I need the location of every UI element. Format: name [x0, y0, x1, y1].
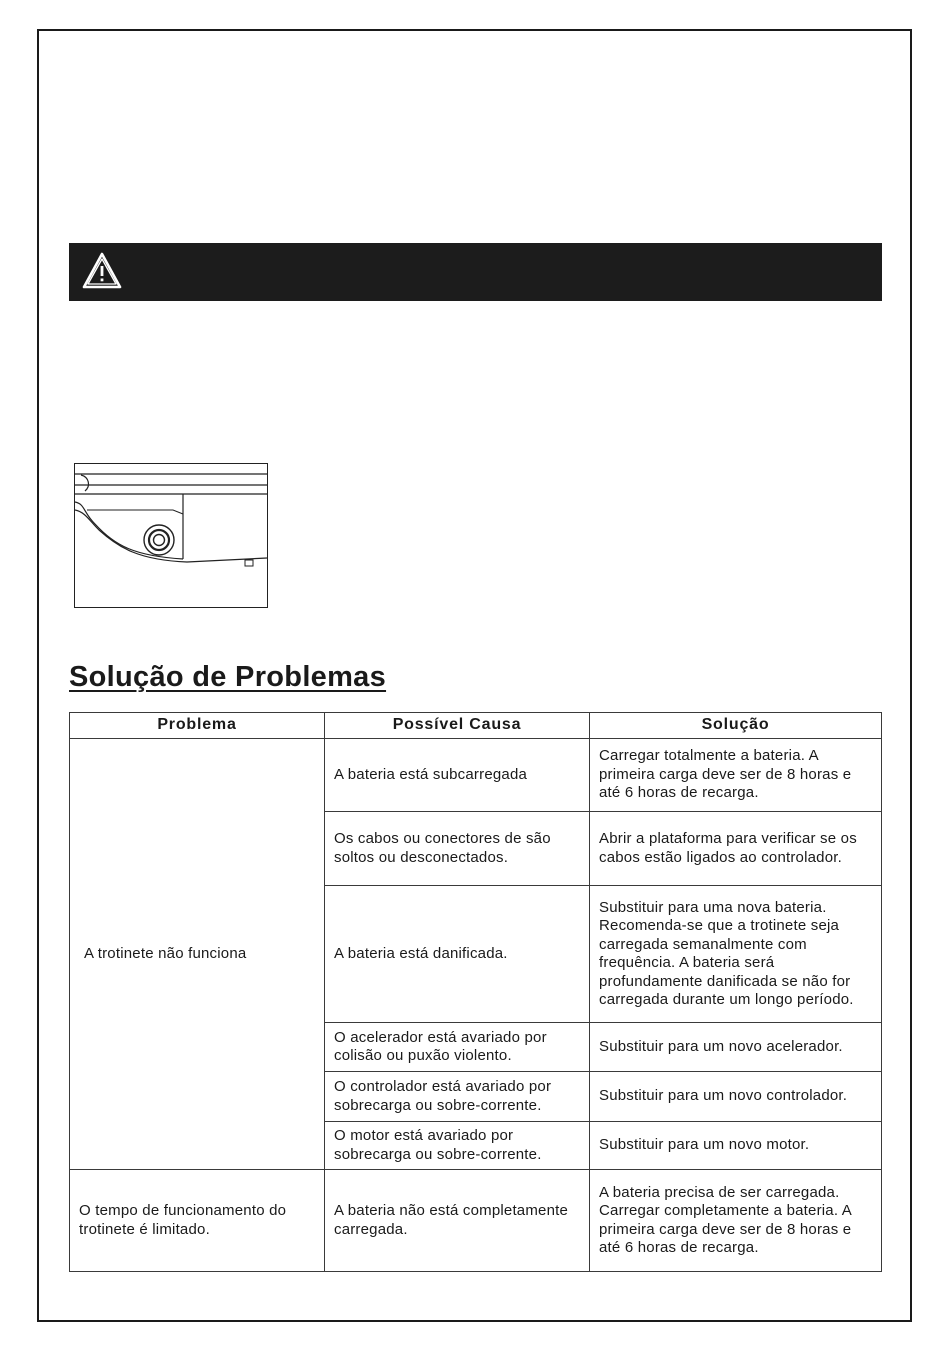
table-row	[70, 1170, 882, 1272]
cause-cell: O controlador está avariado por sobrecarga ou sobre-corrente.	[325, 1072, 590, 1122]
solution-cell: Substituir para um novo acelerador.	[590, 1023, 882, 1072]
cause-cell: A bateria está subcarregada	[325, 739, 590, 812]
header-problem: Problema	[70, 713, 325, 739]
table-row	[70, 739, 882, 812]
header-solution: Solução	[590, 713, 882, 739]
section-title: Solução de Problemas	[69, 661, 387, 693]
cause-cell: O motor está avariado por sobrecarga ou sobre-corrente.	[325, 1122, 590, 1170]
cause-cell: A bateria está danificada.	[325, 886, 590, 1023]
problem-cell: O tempo de funcionamento do trotinete é limitado.	[70, 1170, 325, 1272]
problem-cell: A trotinete não funciona	[70, 739, 325, 1170]
solution-cell: A bateria precisa de ser carregada. Carregar completamente a bateria. A primeira carga deve ser de 8 horas e até 6 horas de recarga.	[590, 1170, 882, 1272]
solution-cell: Substituir para um novo controlador.	[590, 1072, 882, 1122]
cause-cell: A bateria não está completamente carregada.	[325, 1170, 590, 1272]
solution-cell: Substituir para uma nova bateria. Recomenda-se que a trotinete seja carregada semanalmente com frequência. A bateria será profundamente danificada se não for carregada durante um longo período.	[590, 886, 882, 1023]
cause-cell: Os cabos ou conectores de são soltos ou desconectados.	[325, 812, 590, 886]
troubleshooting-table	[69, 712, 882, 1272]
table-header-row	[70, 713, 882, 739]
solution-cell: Abrir a plataforma para verificar se os cabos estão ligados ao controlador.	[590, 812, 882, 886]
charging-port-illustration	[74, 463, 268, 608]
header-cause: Possível Causa	[325, 713, 590, 739]
cause-cell: O acelerador está avariado por colisão ou puxão violento.	[325, 1023, 590, 1072]
charging-port-diagram	[75, 464, 267, 607]
warning-banner	[69, 243, 882, 301]
solution-cell: Substituir para um novo motor.	[590, 1122, 882, 1170]
warning-triangle-icon	[81, 251, 123, 291]
solution-cell: Carregar totalmente a bateria. A primeira carga deve ser de 8 horas e até 6 horas de recarga.	[590, 739, 882, 812]
